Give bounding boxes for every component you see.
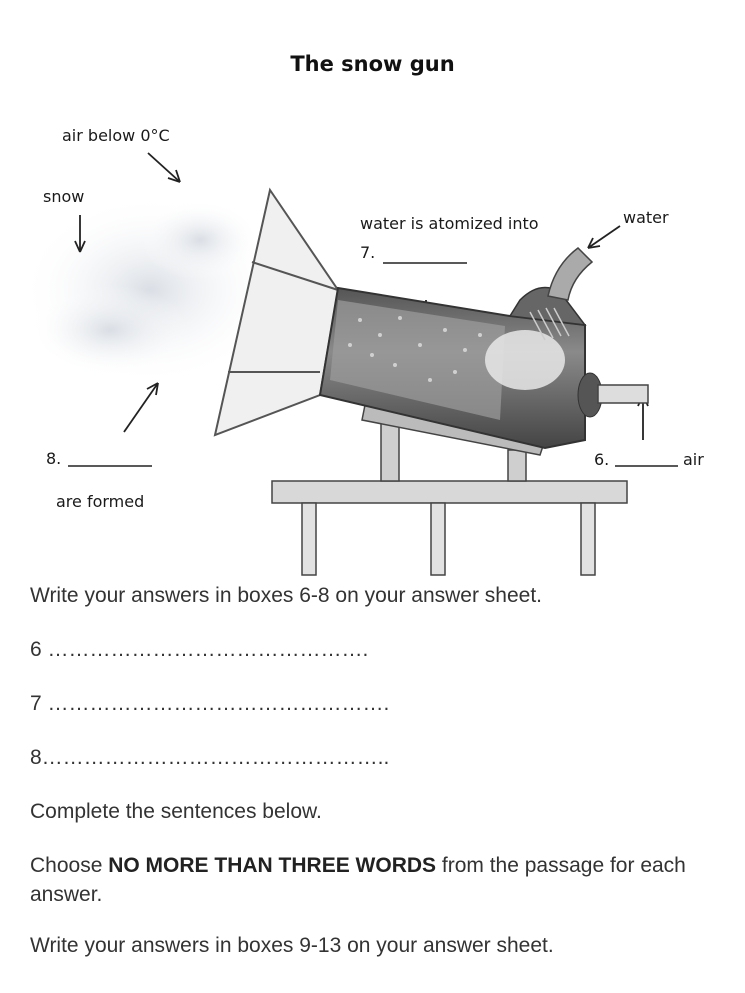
instructions-9-13: Write your answers in boxes 9-13 on your answer sheet.: [30, 934, 554, 957]
choose-prefix: Choose: [30, 854, 109, 877]
label-blank-6: 6.: [594, 450, 610, 469]
air-pipe: [598, 385, 648, 403]
label-air: air: [683, 450, 704, 469]
arrow-formed: [124, 383, 158, 432]
label-air-below: air below 0°C: [62, 126, 170, 145]
label-blank-8: 8.: [46, 449, 62, 468]
choose-suffix: from the passage for each answer.: [30, 854, 686, 906]
label-are-formed: are formed: [56, 492, 145, 511]
answer-line-6: 6 ……………………………………….: [30, 638, 369, 661]
label-blank-7: 7.: [360, 243, 376, 262]
page-title: The snow gun: [290, 52, 455, 76]
arrow-water: [588, 226, 620, 248]
choose-instructions: [30, 851, 720, 909]
label-snow: snow: [43, 187, 85, 206]
answer-line-7: 7 ………………………………………….: [30, 692, 390, 715]
arrow-air-below: [148, 153, 180, 182]
gun-barrel: [320, 288, 602, 449]
answer-line-8: 8…………………………………………..: [30, 746, 390, 769]
water-pipe: [548, 248, 592, 300]
instructions-6-8: Write your answers in boxes 6-8 on your answer sheet.: [30, 584, 543, 607]
label-water-atomized: water is atomized into: [360, 214, 539, 233]
label-water: water: [623, 208, 669, 227]
choose-bold: NO MORE THAN THREE WORDS: [108, 854, 437, 877]
complete-sentences: Complete the sentences below.: [30, 800, 322, 823]
